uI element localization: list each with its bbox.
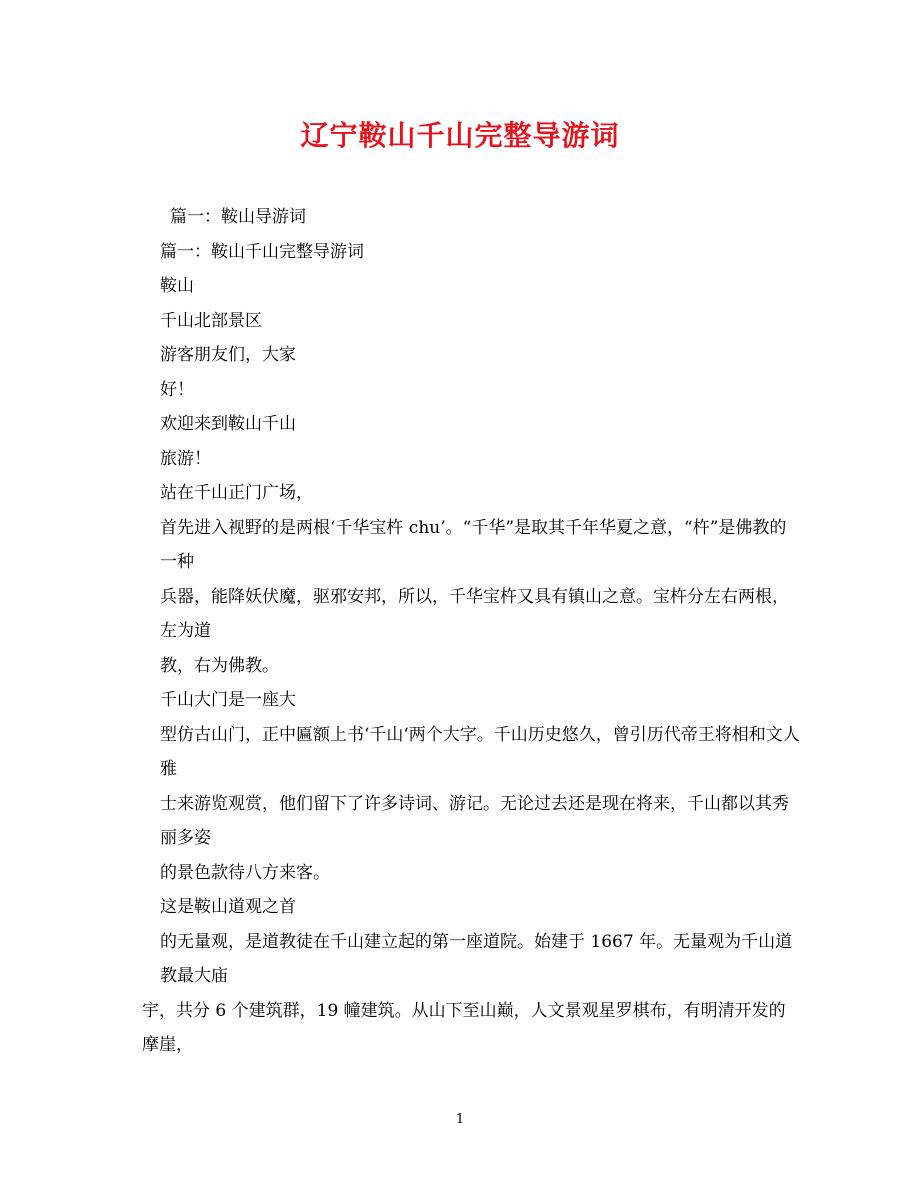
document-body (132, 200, 800, 1063)
paragraph: 的无量观，是道教徒在千山建立起的第一座道院。始建于 1667 年。无量观为千山道教最大庙 (160, 931, 793, 986)
paragraph: 篇一：鞍山千山完整导游词 (160, 241, 364, 262)
paragraph: 首先进入视野的是两根‘千华宝杵 chu’。“千华”是取其千年华夏之意，“杵”是佛教的一种 (160, 517, 787, 572)
paragraph: 欢迎来到鞍山千山 (160, 414, 296, 434)
paragraph: 型仿古山门，正中匾额上书‘千山‘两个大字。千山历史悠久，曾引历代帝王将相和文人雅 (160, 724, 800, 779)
page-number: 1 (455, 1112, 465, 1127)
paragraph: 游客朋友们，大家 (160, 345, 296, 365)
paragraph: 兵器，能降妖伏魔，驱邪安邦，所以，千华宝杵又具有镇山之意。宝杵分左右两根，左为道 (160, 586, 789, 641)
paragraph: 的景色款待八方来客。 (160, 862, 330, 883)
paragraph: 站在千山正门广场， (160, 483, 313, 503)
paragraph: 士来游览观赏，他们留下了许多诗词、游记。无论过去还是现在将来，千山都以其秀丽多姿 (160, 793, 789, 848)
paragraph: 篇一：鞍山导游词 (170, 207, 306, 227)
paragraph: 鞍山 (160, 276, 194, 296)
document-title: 辽宁鞍山千山完整导游词 (300, 119, 620, 152)
paragraph: 千山大门是一座大 (160, 690, 296, 710)
paragraph: 这是鞍山道观之首 (160, 897, 296, 917)
paragraph: 千山北部景区 (160, 310, 262, 331)
paragraph: 教，右为佛教。 (160, 655, 279, 676)
paragraph: 旅游！ (160, 448, 211, 469)
paragraph: 宇，共分 6 个建筑群，19 幢建筑。从山下至山巅，人文景观星罗棋布，有明清开发的摩崖， (142, 1000, 786, 1055)
paragraph: 好！ (160, 379, 194, 400)
